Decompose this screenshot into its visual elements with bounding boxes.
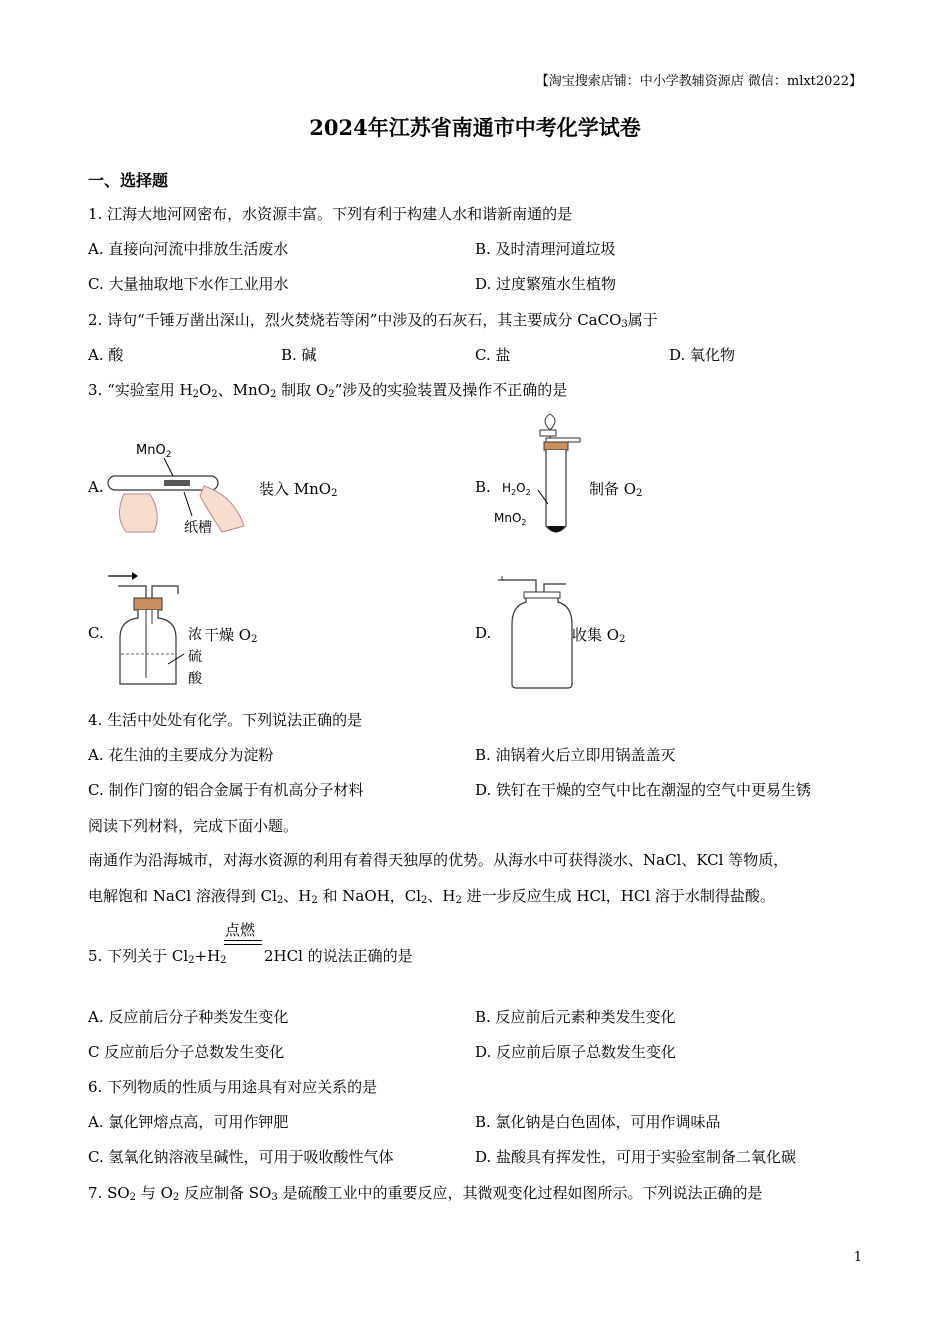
q3-c-letter: C.	[88, 624, 104, 642]
q6-option-a: A. 氯化钾熔点高，可用作钾肥	[88, 1113, 289, 1131]
q4-stem: 4. 生活中处处有化学。下列说法正确的是	[88, 711, 363, 729]
page-title: 2024年江苏省南通市中考化学试卷	[309, 115, 641, 140]
q3-c-figure	[104, 568, 194, 692]
q6-option-b: B. 氯化钠是白色固体，可用作调味品	[475, 1113, 721, 1131]
q6-option-c: C. 氢氧化钠溶液呈碱性，可用于吸收酸性气体	[88, 1148, 394, 1166]
q3-stem: 3. “实验室用 $H_2O_2$、MnO$_2$ 制取 $O_2$”涉及的实验装置及操作不正确的是	[88, 381, 568, 400]
q4-option-a: A. 花生油的主要成分为淀粉	[88, 746, 274, 764]
q5-condition: 点燃	[225, 921, 256, 939]
q3-b-tube	[546, 450, 566, 532]
q3-c-label-3: 酸	[188, 671, 202, 687]
q3-c-stopper	[134, 598, 162, 610]
q3-c-label-1: 浓	[188, 627, 202, 643]
q6-stem: 6. 下列物质的性质与用途具有对应关系的是	[88, 1078, 378, 1096]
q3-a-test-tube	[108, 476, 218, 490]
q6-option-d: D. 盐酸具有挥发性，可用于实验室制备二氧化碳	[475, 1148, 797, 1166]
q3-b-fig-mno2: MnO$_2$	[494, 511, 527, 527]
section-heading: 一、选择题	[88, 171, 169, 190]
q3-a-caption: 装入 MnO$_2$	[259, 480, 338, 499]
q5-option-d: D. 反应前后原子总数发生变化	[475, 1043, 677, 1061]
page-number: 1	[853, 1250, 862, 1265]
q3-b-stopcock	[540, 430, 556, 436]
q3-c-arrow-head	[132, 572, 138, 580]
q3-a-left-hand	[119, 494, 157, 532]
q3-c-caption: 干燥 $O_2$	[204, 626, 258, 645]
q3-b-funnel-bulb	[545, 414, 555, 430]
q5-option-c: C 反应前后分子总数发生变化	[88, 1043, 285, 1061]
q5-option-b: B. 反应前后元素种类发生变化	[475, 1008, 676, 1026]
q3-d-figure	[496, 572, 576, 692]
q3-a-fig-paper: 纸槽	[184, 520, 212, 536]
q5-equals-sign	[224, 940, 262, 945]
reading-intro: 阅读下列材料，完成下面小题。	[88, 817, 299, 835]
q1-option-c: C. 大量抽取地下水作工业用水	[88, 275, 289, 293]
q2-stem: 2. 诗句“千锤万凿出深山，烈火焚烧若等闲”中涉及的石灰石，其主要成分 CaCO$_3$属于	[88, 311, 658, 330]
q2-option-c: C. 盐	[475, 346, 511, 364]
header-note: 【淘宝搜索店铺：中小学教辅资源店 微信：mlxt2022】	[535, 74, 862, 89]
q2-option-d: D. 氧化物	[669, 346, 736, 364]
q3-a-letter: A.	[88, 478, 104, 496]
q3-a-paper-pointer	[184, 492, 192, 516]
q1-option-a: A. 直接向河流中排放生活废水	[88, 240, 289, 258]
q3-d-bottle	[512, 596, 572, 688]
q3-b-mno2-solid	[547, 526, 565, 532]
q3-c-label-2: 硫	[188, 649, 202, 665]
q3-d-caption: 收集 $O_2$	[572, 626, 626, 645]
q3-b-stopper	[544, 442, 568, 450]
q2-option-b: B. 碱	[281, 346, 317, 364]
reading-paragraph-2: 电解饱和 NaCl 溶液得到 $Cl_2$、$H_2$ 和 NaOH，$Cl_2$、$H_2$ 进一步反应生成 HCl，HCl 溶于水制得盐酸。	[88, 887, 775, 906]
q5-stem: 5. 下列关于 $Cl_2+H_2$	[88, 947, 227, 966]
q7-stem: 7. $SO_2$ 与 $O_2$ 反应制备 $SO_3$ 是硫酸工业中的重要反应，其微观变化过程如图所示。下列说法正确的是	[88, 1184, 763, 1203]
q5-stem-end: 2HCl 的说法正确的是	[264, 947, 413, 965]
q5-option-a: A. 反应前后分子种类发生变化	[88, 1008, 289, 1026]
q2-option-a: A. 酸	[88, 346, 124, 364]
q3-a-fig-mno2: MnO$_2$	[136, 443, 172, 460]
q4-option-b: B. 油锅着火后立即用锅盖盖灭	[475, 746, 676, 764]
q3-b-caption: 制备 $O_2$	[589, 480, 643, 499]
q3-d-letter: D.	[475, 624, 492, 642]
q3-a-figure	[104, 436, 254, 540]
q4-option-d: D. 铁钉在干燥的空气中比在潮湿的空气中更易生锈	[475, 781, 812, 799]
q3-b-figure	[494, 408, 590, 540]
q4-option-c: C. 制作门窗的铝合金属于有机高分子材料	[88, 781, 364, 799]
q3-b-fig-h2o2: $H_2O_2$	[502, 481, 531, 497]
q3-a-mno2-powder	[164, 480, 190, 486]
q1-stem: 1. 江海大地河网密布，水资源丰富。下列有利于构建人水和谐新南通的是	[88, 205, 573, 223]
q3-a-pointer-line	[164, 458, 174, 478]
q3-b-side-tube	[546, 438, 580, 442]
q1-option-d: D. 过度繁殖水生植物	[475, 275, 617, 293]
q3-c-acid-liquid	[121, 654, 175, 683]
q3-b-letter: B.	[475, 478, 491, 496]
reading-paragraph-1: 南通作为沿海城市，对海水资源的利用有着得天独厚的优势。从海水中可获得淡水、NaCl、KCl 等物质，	[88, 851, 789, 869]
q1-option-b: B. 及时清理河道垃圾	[475, 240, 616, 258]
q3-d-stopper	[524, 592, 560, 598]
